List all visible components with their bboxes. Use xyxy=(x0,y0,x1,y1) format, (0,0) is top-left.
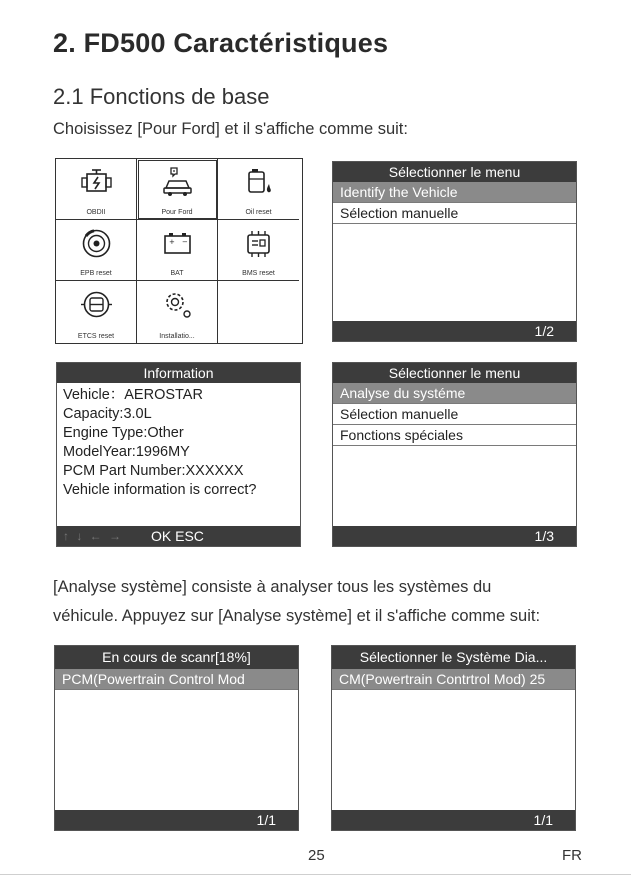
screen-scanning xyxy=(54,645,299,831)
menu-item-manual-selection[interactable]: Sélection manuelle xyxy=(333,404,576,425)
battery-icon xyxy=(161,227,194,260)
screen-header: Sélectionner le menu xyxy=(333,162,576,182)
svg-text:+: + xyxy=(169,238,175,246)
info-pcm-part-number: PCM Part Number:XXXXXX xyxy=(63,463,244,479)
screen-header: Information xyxy=(57,363,300,383)
screen-footer xyxy=(332,810,575,830)
tile-label: BMS reset xyxy=(242,270,275,277)
function-icon-grid xyxy=(55,158,303,344)
system-item-pcm[interactable]: CM(Powertrain Contrtrol Mod) 25 xyxy=(332,669,575,690)
screen-footer xyxy=(55,810,298,830)
tile-obdii[interactable] xyxy=(56,159,137,220)
tile-etcs-reset[interactable] xyxy=(56,281,137,343)
tile-label: EPB reset xyxy=(80,270,112,277)
page-number: 25 xyxy=(308,847,325,864)
tile-label: ETCS reset xyxy=(77,333,115,340)
arrow-keys-icon: ↑ ↓ ← → xyxy=(63,529,124,543)
ok-esc-buttons[interactable]: OK ESC xyxy=(151,528,204,544)
tile-installation[interactable] xyxy=(137,281,218,343)
tile-label: Oil reset xyxy=(245,209,272,216)
page-indicator: 1/1 xyxy=(533,812,553,828)
screen-select-menu-1 xyxy=(332,161,577,342)
screen-footer xyxy=(57,526,300,546)
screen-select-menu-2 xyxy=(332,362,577,547)
tile-label: BAT xyxy=(170,270,184,277)
info-model-year: ModelYear:1996MY xyxy=(63,444,190,460)
screen-header: Sélectionner le Système Dia... xyxy=(332,646,575,669)
bms-icon xyxy=(242,227,275,260)
screen-select-system xyxy=(331,645,576,831)
menu-item-special-functions[interactable]: Fonctions spéciales xyxy=(333,425,576,446)
info-vehicle: Vehicle：AEROSTAR xyxy=(63,387,203,403)
page-indicator: 1/1 xyxy=(256,812,276,828)
menu-item-identify-vehicle[interactable]: Identify the Vehicle xyxy=(333,182,576,203)
gears-icon xyxy=(161,288,194,321)
menu-item-system-analysis[interactable]: Analyse du systéme xyxy=(333,383,576,404)
scan-description-line-2: véhicule. Appuyez sur [Analyse système] et il s'affiche comme suit: xyxy=(53,607,541,625)
scan-item-pcm[interactable]: PCM(Powertrain Control Mod xyxy=(55,669,298,690)
oil-can-icon xyxy=(242,166,275,199)
brake-disc-icon xyxy=(80,227,113,260)
scan-description-line-1: [Analyse système] consiste à analyser tous les systèmes du xyxy=(53,578,492,596)
page-title: 2. FD500 Caractéristiques xyxy=(53,28,389,58)
screen-information xyxy=(56,362,301,547)
svg-text:−: − xyxy=(182,238,188,246)
tile-bms-reset[interactable] xyxy=(218,220,299,281)
car-icon xyxy=(161,166,194,199)
tile-oil-reset[interactable] xyxy=(218,159,299,220)
screen-header: En cours de scanr[18%] xyxy=(55,646,298,669)
bottom-divider xyxy=(0,874,631,875)
tile-label: Installatio... xyxy=(159,333,195,340)
tile-label: Pour Ford xyxy=(161,209,193,216)
page-indicator: 1/2 xyxy=(534,323,554,339)
tile-pour-ford[interactable] xyxy=(137,159,218,220)
engine-icon xyxy=(80,166,113,199)
section-title: 2.1 Fonctions de base xyxy=(53,84,270,109)
tile-label: OBDII xyxy=(86,209,106,216)
info-capacity: Capacity:3.0L xyxy=(63,406,152,422)
screen-header: Sélectionner le menu xyxy=(333,363,576,383)
intro-text: Choisissez [Pour Ford] et il s'affiche comme suit: xyxy=(53,120,408,138)
tile-bat[interactable] xyxy=(137,220,218,281)
info-confirm-question: Vehicle information is correct? xyxy=(63,482,257,498)
language-code: FR xyxy=(562,847,582,864)
tile-epb-reset[interactable] xyxy=(56,220,137,281)
page-indicator: 1/3 xyxy=(534,528,554,544)
screen-footer xyxy=(333,526,576,546)
info-engine-type: Engine Type:Other xyxy=(63,425,184,441)
screen-footer xyxy=(333,321,576,341)
menu-item-manual-selection[interactable]: Sélection manuelle xyxy=(333,203,576,224)
throttle-icon xyxy=(80,288,113,321)
